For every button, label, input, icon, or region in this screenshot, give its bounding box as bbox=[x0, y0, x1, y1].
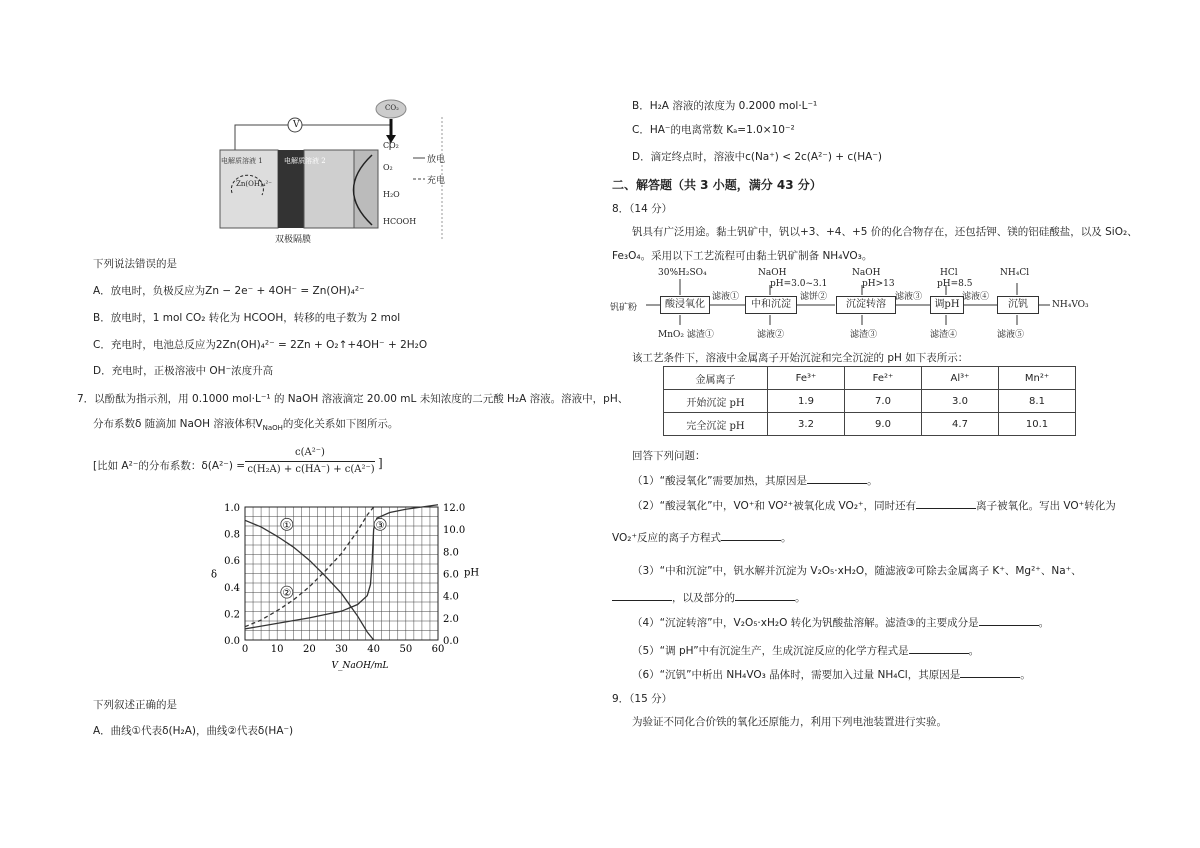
flow-reagent2a: NaOH bbox=[758, 268, 787, 278]
table-cell: 9.0 bbox=[845, 413, 922, 436]
battery-diagram bbox=[210, 95, 470, 245]
table-cell: 3.2 bbox=[768, 413, 845, 436]
question-8-2: （2）“酸浸氧化”中，VO⁺和 VO²⁺被氧化成 VO₂⁺，同时还有 离子被氧化。写出 VO⁺转化为 bbox=[632, 500, 1116, 512]
question-8-3b: ，以及部分的 。 bbox=[612, 590, 806, 605]
flow-arrow4: 滤液④ bbox=[962, 292, 990, 302]
flow-reagent2b: pH=3.0~3.1 bbox=[770, 279, 828, 289]
table-cell: Al³⁺ bbox=[922, 367, 999, 390]
zn-label: Zn(OH)₄²⁻ bbox=[236, 180, 272, 188]
volt-label: V bbox=[293, 120, 300, 130]
flow-start: 钒矿粉 bbox=[610, 303, 638, 313]
flow-arrow3: 滤液③ bbox=[895, 292, 923, 302]
table-cell: Mn²⁺ bbox=[999, 367, 1076, 390]
q6-option-a: A．放电时，负极反应为Zn − 2e⁻ + 4OH⁻ = Zn(OH)₄²⁻ bbox=[93, 285, 365, 297]
flow-box-dissolve: 沉淀转溶 bbox=[836, 296, 896, 314]
flow-box-ph: 调pH bbox=[930, 296, 964, 314]
flow-out3: 滤渣③ bbox=[850, 330, 878, 340]
flow-out4: 滤渣④ bbox=[930, 330, 958, 340]
x-tick-label: 60 bbox=[431, 644, 445, 655]
x-tick-label: 30 bbox=[335, 644, 348, 655]
y-right-tick-label: 0.0 bbox=[443, 636, 459, 647]
x-axis-label: V_NaOH/mL bbox=[331, 661, 389, 671]
table-cell: Fe²⁺ bbox=[845, 367, 922, 390]
flow-reagent1: 30%H₂SO₄ bbox=[658, 268, 707, 278]
y-left-tick-label: 1.0 bbox=[224, 503, 240, 514]
flow-reagent3a: NaOH bbox=[852, 268, 881, 278]
y-left-tick-label: 0.6 bbox=[224, 556, 240, 568]
question-8-2b: VO₂⁺反应的离子方程式 。 bbox=[612, 532, 792, 544]
y-right-tick-label: 6.0 bbox=[443, 569, 459, 581]
x-tick-label: 50 bbox=[399, 644, 413, 655]
question-8-3: （3）“中和沉淀”中，钒水解并沉淀为 V₂O₅·xH₂O，随滤液②可除去金属离子 K⁺、Mg²⁺、Na⁺、 bbox=[632, 565, 1082, 577]
table-cell: 8.1 bbox=[999, 390, 1076, 413]
table-row bbox=[664, 367, 1076, 390]
table-cell: 完全沉淀 pH bbox=[664, 413, 768, 436]
flow-box-acid-leach: 酸浸氧化 bbox=[660, 296, 710, 314]
q6-stem: 下列说法错误的是 bbox=[93, 258, 177, 270]
y-right-tick-label: 8.0 bbox=[443, 547, 459, 559]
y-left-tick-label: 0.8 bbox=[224, 529, 240, 541]
question-8-6: （6）“沉钒”中析出 NH₄VO₃ 晶体时，需要加入过量 NH₄Cl，其原因是 。 bbox=[632, 669, 1031, 681]
h2o-label: H₂O bbox=[383, 190, 400, 199]
co2-label: CO₂ bbox=[383, 141, 399, 150]
q7-option-c: C．HA⁻的电离常数 Kₐ=1.0×10⁻² bbox=[632, 124, 795, 136]
y-right-axis-label: pH bbox=[464, 567, 480, 579]
flow-out2: 滤液② bbox=[757, 330, 785, 340]
q7-option-a: A．曲线①代表δ(H₂A)，曲线②代表δ(HA⁻) bbox=[93, 725, 294, 737]
flow-arrow1: 滤液① bbox=[712, 292, 740, 302]
membrane-label: 双极隔膜 bbox=[275, 235, 312, 245]
table-cell: 7.0 bbox=[845, 390, 922, 413]
q7-option-d: D．滴定终点时，溶液中c(Na⁺) < 2c(A²⁻) + c(HA⁻) bbox=[632, 151, 882, 163]
q6-option-b: B．放电时，1 mol CO₂ 转化为 HCOOH，转移的电子数为 2 mol bbox=[93, 312, 401, 324]
solution1-label: 电解质溶液 1 bbox=[221, 157, 263, 165]
titration-chart bbox=[205, 495, 495, 685]
table-row bbox=[664, 390, 1076, 413]
q7-formula-end: ] bbox=[378, 456, 383, 470]
table-cell: 10.1 bbox=[999, 413, 1076, 436]
y-left-tick-label: 0.0 bbox=[224, 636, 240, 647]
table-intro: 该工艺条件下，溶液中金属离子开始沉淀和完全沉淀的 pH 如下表所示： bbox=[632, 352, 969, 364]
y-right-tick-label: 4.0 bbox=[443, 591, 459, 603]
flow-reagent4a: HCl bbox=[940, 268, 958, 278]
y-right-tick-label: 2.0 bbox=[443, 613, 459, 625]
table-row bbox=[664, 413, 1076, 436]
series-label-1: ① bbox=[282, 520, 292, 532]
q7-formula-prefix: [比如 A²⁻的分布系数：δ(A²⁻) = bbox=[93, 460, 246, 472]
series-label-3: ③ bbox=[375, 520, 385, 532]
hcooh-label: HCOOH bbox=[383, 217, 417, 226]
q7-line2: 分布系数δ 随滴加 NaOH 溶液体积$V_{NaOH}$的变化关系如下图所示。 bbox=[93, 418, 399, 433]
flow-reagent4b: pH=8.5 bbox=[937, 279, 973, 289]
flow-box-precipitate: 沉钒 bbox=[997, 296, 1039, 314]
co2-cloud-label: CO₂ bbox=[385, 104, 399, 112]
y-left-tick-label: 0.4 bbox=[224, 582, 240, 594]
flow-box-neutral: 中和沉淀 bbox=[745, 296, 797, 314]
table-cell: 4.7 bbox=[922, 413, 999, 436]
q8-head: 8．（14 分） bbox=[612, 203, 673, 215]
flow-out1: MnO₂ 滤渣① bbox=[658, 330, 714, 340]
x-tick-label: 0 bbox=[241, 644, 249, 655]
x-tick-label: 20 bbox=[302, 644, 316, 655]
q7-line1: 7．以酚酞为指示剂，用 0.1000 mol·L⁻¹ 的 NaOH 溶液滴定 20.00 mL 未知浓度的二元酸 H₂A 溶液。溶液中，pH、 bbox=[77, 393, 629, 405]
section2-title: 二、解答题（共 3 小题，满分 43 分） bbox=[612, 178, 822, 192]
y-right-tick-label: 12.0 bbox=[443, 503, 466, 514]
table-cell: 开始沉淀 pH bbox=[664, 390, 768, 413]
q8-intro1: 钒具有广泛用途。黏土钒矿中，钒以+3、+4、+5 价的化合物存在，还包括钾、镁的铝硅酸盐，以及 SiO₂、 bbox=[632, 226, 1138, 238]
flow-out5: 滤液⑤ bbox=[997, 330, 1025, 340]
y-left-axis-label: δ bbox=[211, 569, 218, 581]
q7-formula-den: c(H₂A) + c(HA⁻) + c(A²⁻) bbox=[247, 464, 375, 475]
solution2-label: 电解质溶液 2 bbox=[284, 157, 326, 165]
y-left-tick-label: 0.2 bbox=[224, 609, 240, 621]
question-8-4: （4）“沉淀转溶”中，V₂O₅·xH₂O 转化为钒酸盐溶解。滤渣③的主要成分是 。 bbox=[632, 617, 1050, 629]
q6-option-c: C．充电时，电池总反应为2Zn(OH)₄²⁻ = 2Zn + O₂↑+4OH⁻ + 2H₂O bbox=[93, 339, 428, 351]
discharge-label: 放电 bbox=[427, 155, 446, 165]
q7-option-b: B．H₂A 溶液的浓度为 0.2000 mol·L⁻¹ bbox=[632, 100, 818, 112]
series-label-2: ② bbox=[282, 588, 292, 600]
ion-ph-table bbox=[663, 366, 1076, 436]
table-cell: 3.0 bbox=[922, 390, 999, 413]
q7-formula-num: c(A²⁻) bbox=[295, 447, 325, 458]
x-tick-label: 40 bbox=[367, 644, 381, 655]
q6-option-d: D．充电时，正极溶液中 OH⁻浓度升高 bbox=[93, 365, 274, 377]
charge-label: 充电 bbox=[427, 176, 446, 186]
y-right-tick-label: 10.0 bbox=[443, 525, 466, 537]
table-cell: 金属离子 bbox=[664, 367, 768, 390]
o2-label: O₂ bbox=[383, 163, 393, 172]
table-cell: 1.9 bbox=[768, 390, 845, 413]
table-cell: Fe³⁺ bbox=[768, 367, 845, 390]
flow-reagent3b: pH>13 bbox=[862, 279, 895, 289]
flow-arrow2: 滤饼② bbox=[800, 292, 828, 302]
question-8-1: （1）“酸浸氧化”需要加热，其原因是 。 bbox=[632, 475, 878, 487]
q9-head: 9．（15 分） bbox=[612, 693, 673, 705]
q9-intro: 为验证不同化合价铁的氧化还原能力，利用下列电池装置进行实验。 bbox=[632, 716, 947, 728]
flow-end: NH₄VO₃ bbox=[1052, 300, 1089, 310]
q8-intro2: Fe₃O₄。采用以下工艺流程可由黏土钒矿制备 NH₄VO₃。 bbox=[612, 250, 873, 262]
answer-intro: 回答下列问题： bbox=[632, 450, 706, 462]
flow-reagent5: NH₄Cl bbox=[1000, 268, 1030, 278]
question-8-5: （5）“调 pH”中有沉淀生产，生成沉淀反应的化学方程式是 。 bbox=[632, 645, 980, 657]
q7-stem: 下列叙述正确的是 bbox=[93, 699, 177, 711]
x-tick-label: 10 bbox=[270, 644, 284, 655]
